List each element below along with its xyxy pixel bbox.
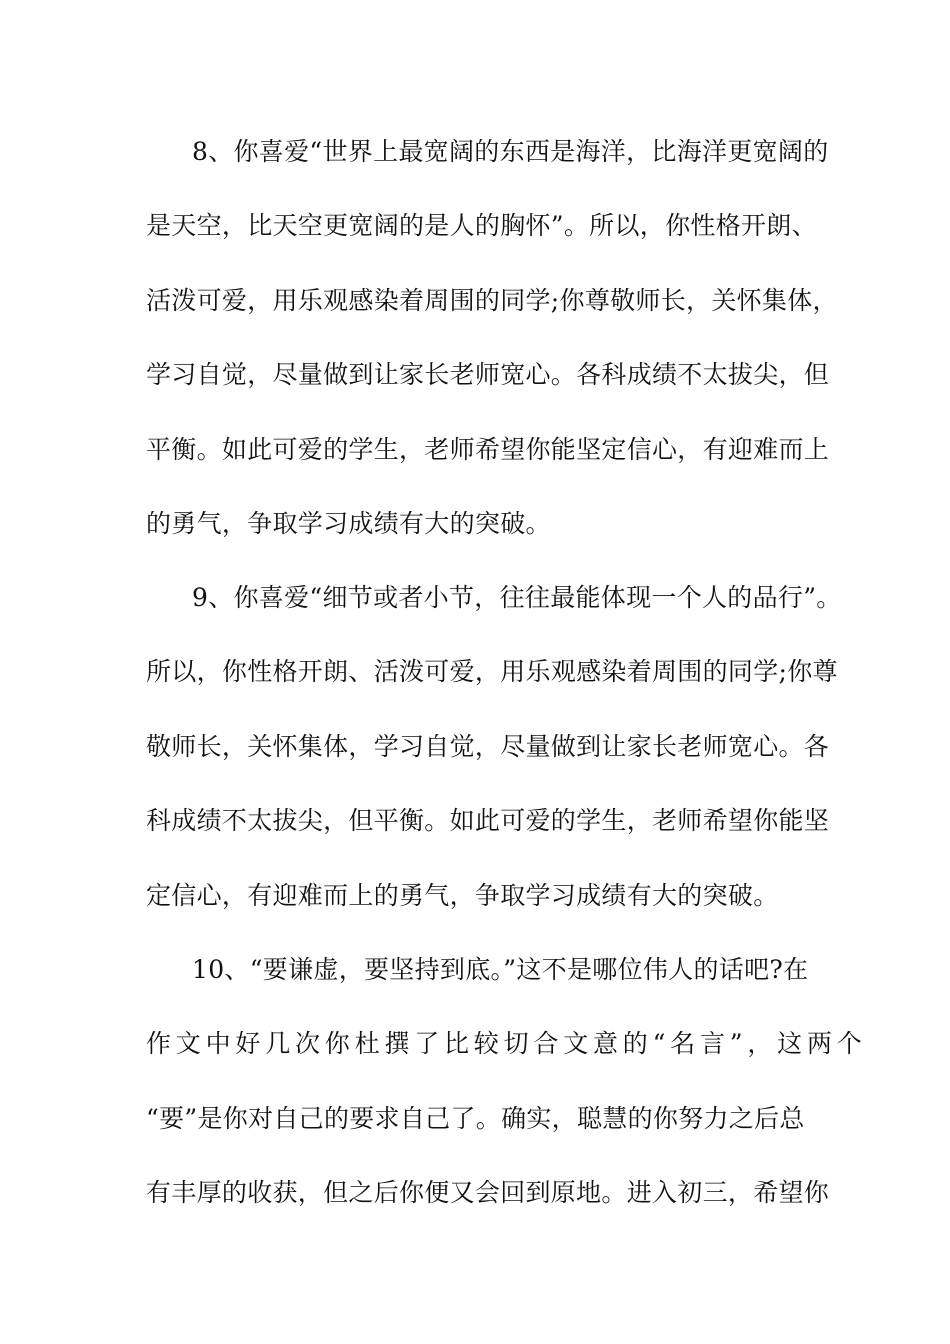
paragraph-9-line-2: 所以，你性格开朗、活泼可爱，用乐观感染着周围的同学;你尊 <box>146 657 838 686</box>
paragraph-10-line-2: 作文中好几次你杜撰了比较切合文意的“名言”，这两个 <box>146 1029 867 1058</box>
paragraph-9-line-4: 科成绩不太拔尖，但平衡。如此可爱的学生，老师希望你能坚 <box>146 806 830 835</box>
paragraph-8-line-2: 是天空，比天空更宽阔的是人的胸怀”。所以，你性格开朗、 <box>146 211 817 240</box>
paragraph-8-line-6: 的勇气，争取学习成绩有大的突破。 <box>146 509 551 538</box>
paragraph-10-line-4: 有丰厚的收获，但之后你便又会回到原地。进入初三，希望你 <box>146 1178 830 1207</box>
paragraph-10-line-1: 10、“要谦虚，要坚持到底。”这不是哪位伟人的话吧?在 <box>192 955 809 984</box>
paragraph-8-line-5: 平衡。如此可爱的学生，老师希望你能坚定信心，有迎难而上 <box>146 435 830 464</box>
paragraph-10-line-3: “要”是你对自己的要求自己了。确实，聪慧的你努力之后总 <box>146 1104 805 1133</box>
paragraph-8-line-1: 8、你喜爱“世界上最宽阔的东西是海洋，比海洋更宽阔的 <box>192 137 829 166</box>
paragraph-9-line-5: 定信心，有迎难而上的勇气，争取学习成绩有大的突破。 <box>146 881 779 910</box>
paragraph-8-line-4: 学习自觉，尽量做到让家长老师宽心。各科成绩不太拔尖，但 <box>146 360 830 389</box>
paragraph-9-line-1: 9、你喜爱“细节或者小节，往往最能体现一个人的品行”。 <box>192 583 842 612</box>
paragraph-9-line-3: 敬师长，关怀集体，学习自觉，尽量做到让家长老师宽心。各 <box>146 732 830 761</box>
paragraph-8-line-3: 活泼可爱，用乐观感染着周围的同学;你尊敬师长，关怀集体， <box>146 286 838 315</box>
